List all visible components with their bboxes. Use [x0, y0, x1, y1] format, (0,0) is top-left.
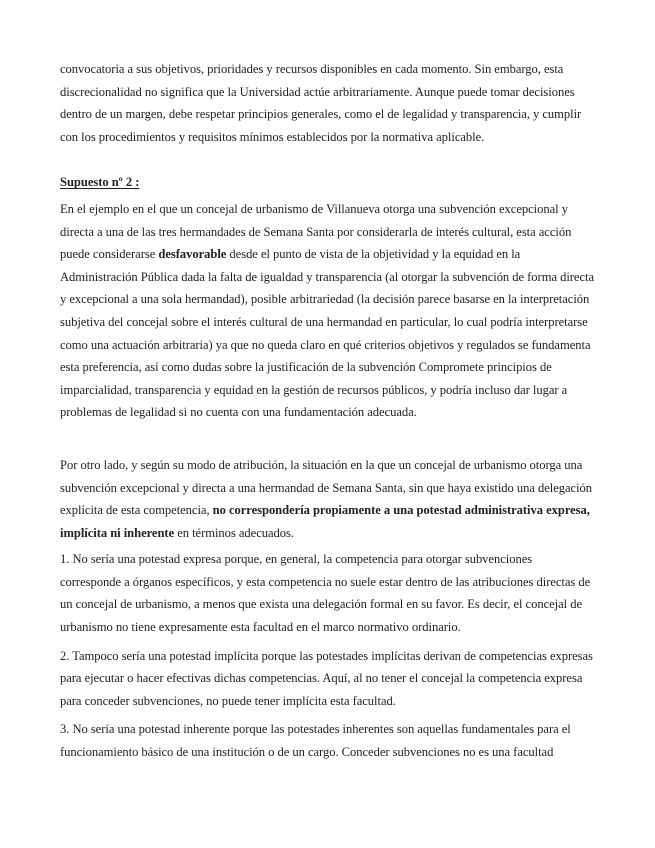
- paragraph-attribution: [60, 454, 595, 544]
- paragraph-attribution-text-2: en términos adecuados.: [174, 525, 294, 540]
- paragraph-assessment-bold: desfavorable: [158, 247, 227, 262]
- document-page: [60, 58, 595, 764]
- paragraph-attribution-bold: no correspondería propiamente a una potestad administrativa expresa, implícita ni inherente: [60, 503, 590, 540]
- paragraph-assessment-text-2: desde el punto de vista de la objetividad y la equidad en la Administración Pública dada la falta de igualdad y transparencia (al otorgar la subvención de forma directa y excepcional a una sola hermandad), posible arbitrariedad (la decisión parece basarse en la interpretación subjetiva del concejal sobre el interés cultural de una hermandad en particular, lo cual podría interpretarse como una actuación arbitraria) ya que no queda claro en qué criterios objetivos y regulados se fundamenta esta preferencia, así como dudas sobre la justificación de la subvención Compromete principios de imparcialidad, transparencia y equidad en la gestión de recursos públicos, y podría incluso dar lugar a problemas de legalidad si no cuenta con una fundamentación adecuada.: [60, 247, 594, 420]
- list-item-inherent: 3. No sería una potestad inherente porque las potestades inherentes son aquellas fundamentales para el funcionamiento básico de una institución o de un cargo. Conceder subvenciones no es una facultad: [60, 722, 571, 760]
- list-item-express: 1. No sería una potestad expresa porque, en general, la competencia para otorgar subvenciones corresponde a órganos específicos, y esta competencia no suele estar dentro de las atribuciones directas de un concejal de urbanismo, a menos que exista una delegación formal en su favor. Es decir, el concejal de urbanismo no tiene expresamente esta facultad en el marco normativo ordinario.: [60, 552, 591, 635]
- section-heading: Supuesto nº 2 :: [60, 175, 140, 190]
- intro-paragraph: convocatoria a sus objetivos, prioridades y recursos disponibles en cada momento. Sin embargo, esta discrecionalidad no significa que la Universidad actúe arbitrariamente. Aunque puede tomar decisiones dentro de un margen, debe respetar principios generales, como el de legalidad y transparencia, y cumplir con los procedimientos y requisitos mínimos establecidos por la normativa aplicable.: [60, 62, 582, 144]
- paragraph-assessment-text-1: En el ejemplo en el que un concejal de urbanismo de Villanueva otorga una subvención excepcional y directa a una de las tres hermandades de Semana Santa por considerarla de interés cultural, esta acción puede considerarse: [60, 201, 572, 262]
- list-item-implicit: 2. Tampoco sería una potestad implícita porque las potestades implícitas derivan de competencias expresas para ejecutar o hacer efectivas dichas competencias. Aquí, al no tener el concejal la competencia expresa para conceder subvenciones, no puede tener implícita esta facultad.: [60, 648, 593, 708]
- paragraph-attribution-text-1: Por otro lado, y según su modo de atribución, la situación en la que un concejal de urbanismo otorga una subvención excepcional y directa a una hermandad de Semana Santa, sin que haya existido una delegación explícita de esta competencia,: [60, 457, 593, 518]
- paragraph-assessment: [60, 198, 595, 424]
